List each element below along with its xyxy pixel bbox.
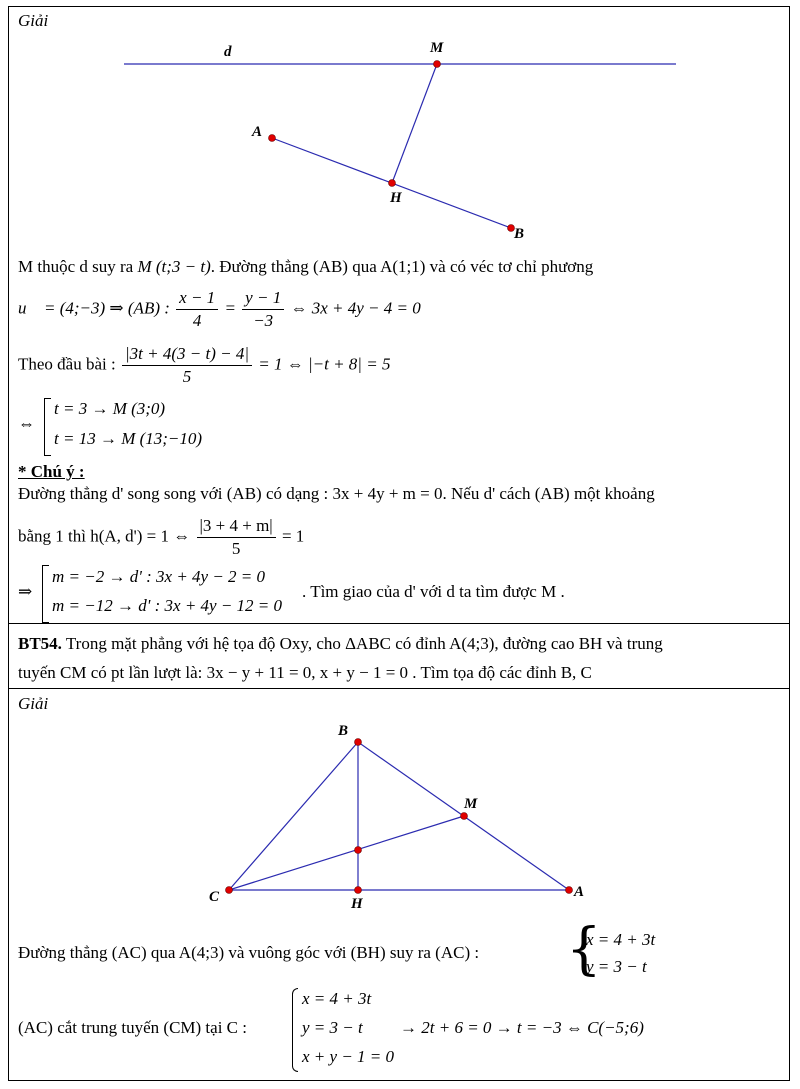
note-title: * Chú ý :	[18, 462, 85, 481]
system2-eq1: x = 4 + 3t	[302, 989, 372, 1008]
point-H	[389, 180, 396, 187]
label-B2: B	[338, 723, 349, 739]
triangle-ABC	[229, 742, 569, 890]
system-brace-1: {	[566, 917, 602, 982]
note-line-2: bằng 1 thì h(A, d') = 1 ⇔ $\frac{|3 + 4 + m|}{5}$ = 1	[18, 516, 305, 558]
case-bracket-1	[44, 398, 51, 456]
text-line-3: Theo đầu bài : $\frac{|3t + 4(3 - t) - 4|}{5}$ = 1 ⇔ |−t + 8| = 5	[18, 344, 391, 386]
label-B: B	[514, 226, 525, 242]
point-intersection	[355, 847, 362, 854]
label-A2: A	[574, 884, 585, 900]
system1-eq2: y = 3 − t	[586, 957, 647, 976]
case-4: m = −12 → d' : 3x + 4y − 12 = 0	[52, 596, 283, 615]
label-H2: H	[351, 896, 363, 912]
case-3: m = −2 → d' : 3x + 4y − 2 = 0	[52, 567, 266, 586]
median-CM	[229, 816, 464, 890]
case-bracket-2	[42, 565, 49, 623]
point-M2	[461, 813, 468, 820]
heading-giai-2: Giải	[18, 694, 49, 713]
text-line-1: M thuộc d suy ra M (t;3 − t). Đường thẳng (AB) qua A(1;1) và có véc tơ chỉ phương	[18, 257, 594, 276]
label-M: M	[430, 40, 444, 56]
problem-line-2: tuyến CM có pt lần lượt là: 3x − y + 11 = 0, x + y − 1 = 0 . Tìm tọa độ các đỉnh B, C	[18, 663, 592, 682]
label-A: A	[252, 124, 263, 140]
point-A	[269, 135, 276, 142]
point-A2	[566, 887, 573, 894]
note-line-3: . Tìm giao của d' với d ta tìm được M .	[302, 582, 565, 601]
system2-eq3: x + y − 1 = 0	[302, 1047, 395, 1066]
label-H: H	[390, 190, 402, 206]
solution-result: → 2t + 6 = 0 → t = −3 ⇔ C(−5;6)	[400, 1018, 644, 1037]
system-brace-2	[292, 988, 298, 1072]
segment-MH	[392, 64, 437, 183]
point-B2	[355, 739, 362, 746]
text-line-2: u⃗ = (4;−3) ⇒ (AB) : $\frac{x - 1}{4}$ = $\frac{y - 1}{-3}$ ⇔ 3x + 4y − 4 = 0	[18, 288, 421, 330]
case-1: t = 3 → M (3;0)	[54, 399, 166, 418]
solution-line-2: (AC) cắt trung tuyến (CM) tại C :	[18, 1018, 247, 1037]
solution-line-1: Đường thẳng (AC) qua A(4;3) và vuông góc với (BH) suy ra (AC) :	[18, 943, 480, 962]
system2-eq2: y = 3 − t	[302, 1018, 363, 1037]
label-M2: M	[464, 796, 478, 812]
figure-2	[229, 742, 569, 890]
point-C2	[226, 887, 233, 894]
point-M	[434, 61, 441, 68]
equiv-symbol: ⇔	[18, 414, 35, 433]
point-H2	[355, 887, 362, 894]
system1-eq1: x = 4 + 3t	[586, 930, 656, 949]
problem-line-1: BT54. Trong mặt phẳng với hệ tọa độ Oxy, cho ΔABC có đỉnh A(4;3), đường cao BH và trung	[18, 634, 663, 653]
heading-giai-1: Giải	[18, 11, 49, 30]
implies-symbol: ⇒	[18, 582, 33, 601]
case-2: t = 13 → M (13;−10)	[54, 429, 203, 448]
note-line-1: Đường thẳng d' song song với (AB) có dạng : 3x + 4y + m = 0. Nếu d' cách (AB) một khoảng	[18, 484, 655, 503]
label-d: d	[224, 44, 232, 60]
label-C2: C	[209, 889, 220, 905]
